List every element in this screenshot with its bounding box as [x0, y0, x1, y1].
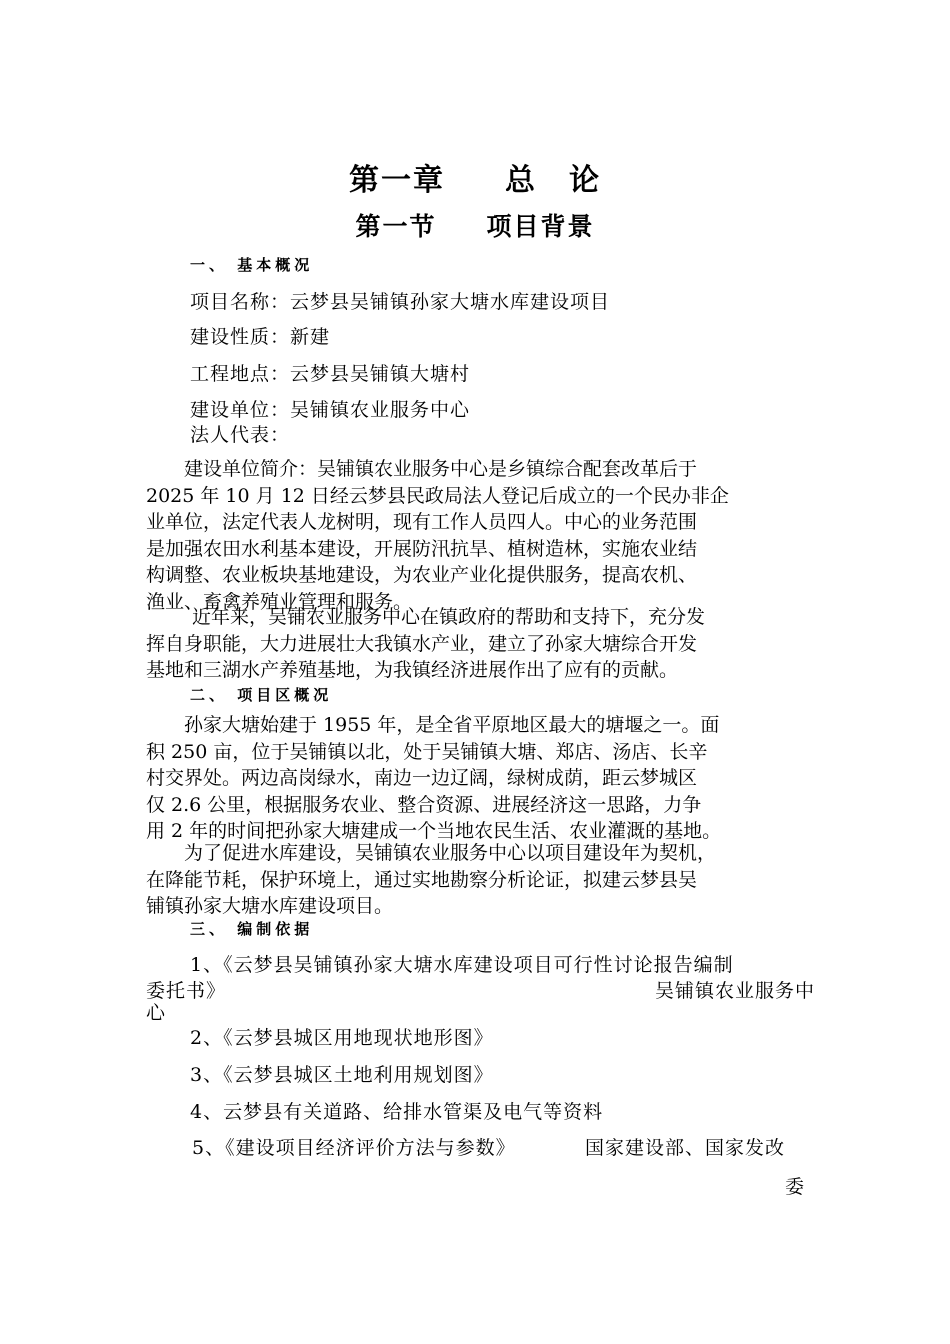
paragraph-line: 基地和三湖水产养殖基地，为我镇经济进展作出了应有的贡献。	[146, 659, 679, 681]
paragraph-line: 仅 2.6 公里，根据服务农业、整合资源、进展经济这一思路，力争	[146, 793, 702, 816]
basis-item-1-line-3: 心	[146, 1002, 167, 1024]
paragraph-line: 渔业、畜禽养殖业管理和服务。	[146, 590, 413, 613]
chapter-name: 总 论	[505, 163, 601, 198]
paragraph-line: 村交界处。两边高岗绿水，南边一边辽阔，绿树成荫，距云梦城区	[146, 767, 698, 789]
project-name-line: 项目名称：云梦县吴铺镇孙家大塘水库建设项目	[190, 291, 611, 313]
paragraph-line: 2025 年 10 月 12 日经云梦县民政局法人登记后成立的一个民办非企	[146, 484, 729, 507]
paragraph-line: 建设单位简介：吴铺镇农业服务中心是乡镇综合配套改革后于	[184, 458, 698, 480]
basis-item-1-line-2: 委托书》	[146, 980, 227, 1002]
legal-representative-line: 法人代表：	[190, 424, 291, 446]
chapter-title	[0, 155, 950, 199]
paragraph-line: 在降能节耗，保护环境上，通过实地勘察分析论证，拟建云梦县吴	[146, 868, 698, 891]
nature-line: 建设性质：新建	[190, 326, 331, 348]
basis-item-1-issuer: 吴铺镇农业服务中	[655, 980, 816, 1002]
paragraph-line: 为了促进水库建设，吴铺镇农业服务中心以项目建设年为契机，	[184, 842, 717, 864]
basis-item-5-issuer: 国家建设部、国家发改	[585, 1137, 786, 1159]
heading-project-area: 二、 项目区概况	[190, 686, 333, 704]
paragraph-line: 近年来，吴铺农业服务中心在镇政府的帮助和支持下，充分发	[192, 606, 706, 628]
chapter-number: 第一章	[349, 163, 445, 198]
recent-years-paragraph	[146, 604, 705, 684]
section-name: 项目背景	[486, 212, 595, 241]
basis-item-5-issuer-cont: 委	[785, 1176, 806, 1198]
paragraph-line: 孙家大塘始建于 1955 年，是全省平原地区最大的塘堰之一。面	[184, 714, 720, 736]
unit-line: 建设单位：吴铺镇农业服务中心	[190, 399, 471, 421]
basis-item-2: 2、《云梦县城区用地现状地形图》	[190, 1027, 494, 1049]
paragraph-line: 挥自身职能，大力进展壮大我镇水产业，建立了孙家大塘综合开发	[146, 632, 698, 655]
unit-intro-paragraph	[146, 456, 729, 615]
basis-item-5: 5、《建设项目经济评价方法与参数》	[192, 1137, 516, 1159]
paragraph-line: 用 2 年的时间把孙家大塘建成一个当地农民生活、农业灌溉的基地。	[146, 820, 722, 842]
project-area-paragraph	[146, 712, 721, 845]
heading-basis: 三、 编制依据	[190, 920, 314, 938]
location-line: 工程地点：云梦县吴铺镇大塘村	[190, 363, 471, 385]
basis-item-3: 3、《云梦县城区土地利用规划图》	[190, 1064, 494, 1086]
paragraph-line: 业单位，法定代表人龙树明，现有工作人员四人。中心的业务范围	[146, 511, 698, 533]
paragraph-line: 是加强农田水利基本建设，开展防汛抗旱、植树造林，实施农业结	[146, 537, 698, 560]
heading-basic-overview: 一、 基本概况	[190, 256, 314, 274]
paragraph-line: 积 250 亩，位于吴铺镇以北，处于吴铺镇大塘、郑店、汤店、长辛	[146, 740, 708, 763]
basis-item-1-line-1: 1、《云梦县吴铺镇孙家大塘水库建设项目可行性讨论报告编制	[190, 954, 734, 976]
promotion-paragraph	[146, 840, 716, 920]
paragraph-line: 构调整、农业板块基地建设，为农业产业化提供服务，提高农机、	[146, 564, 698, 586]
basis-item-4: 4、云梦县有关道路、给排水管渠及电气等资料	[190, 1101, 604, 1123]
paragraph-line: 铺镇孙家大塘水库建设项目。	[146, 895, 394, 917]
section-number: 第一节	[355, 212, 437, 241]
section-title	[0, 207, 950, 243]
